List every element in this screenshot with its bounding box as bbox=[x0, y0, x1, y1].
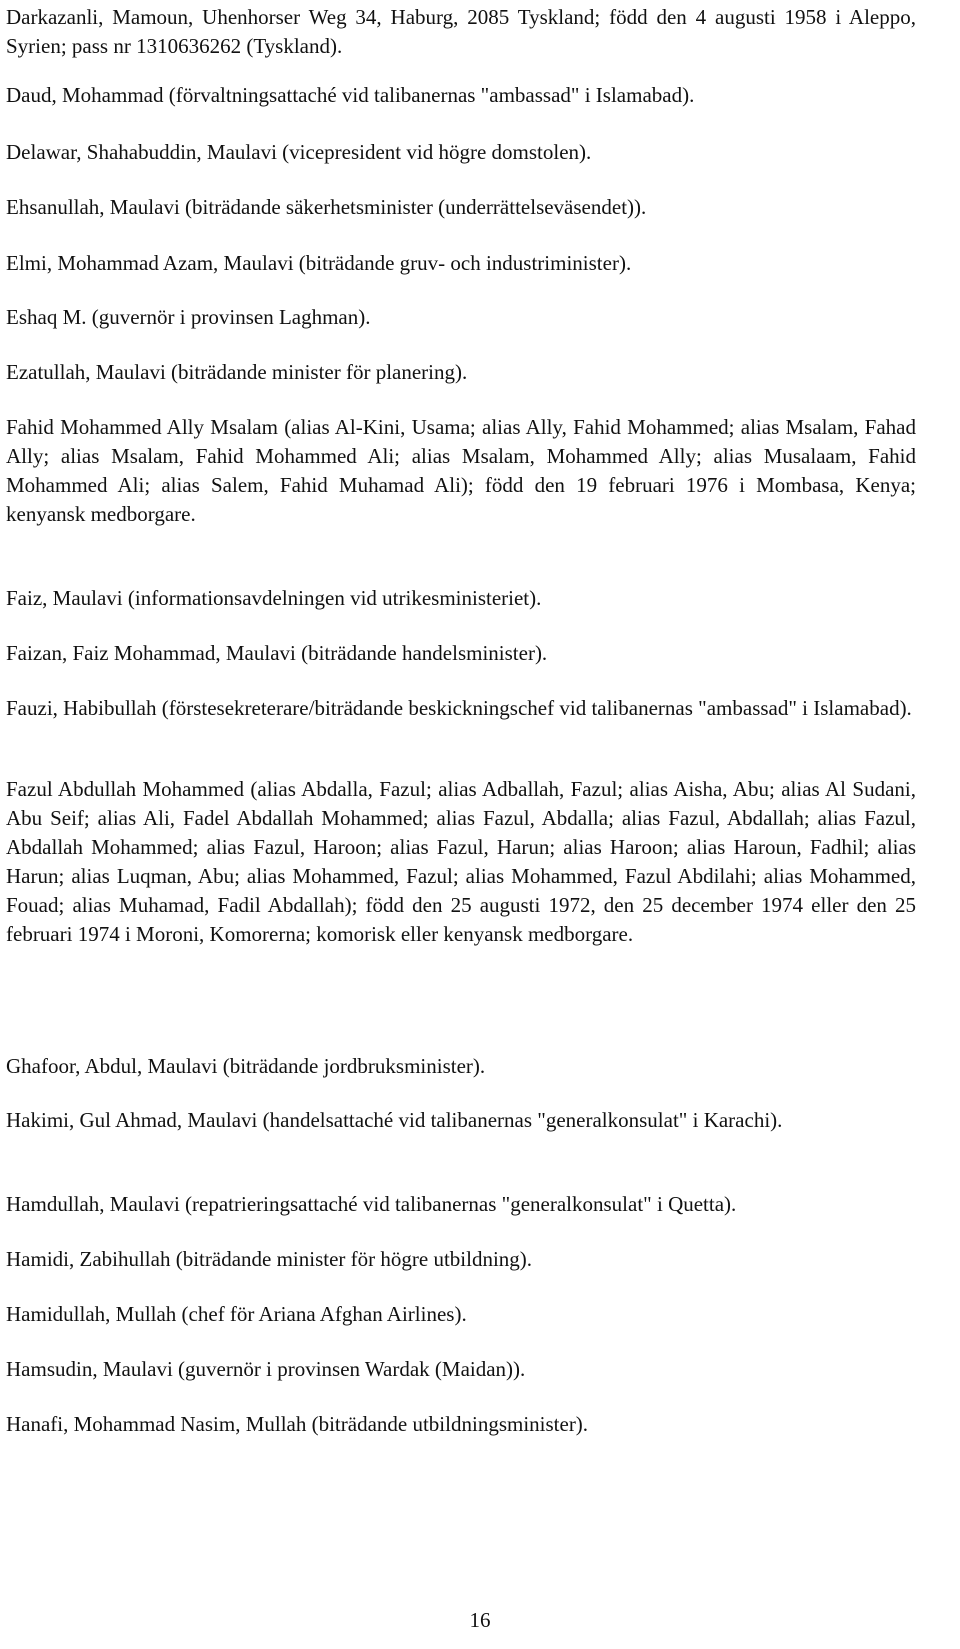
entry-hamsudin: Hamsudin, Maulavi (guvernör i provinsen Wardak (Maidan)). bbox=[6, 1357, 526, 1381]
entry-eshaq: Eshaq M. (guvernör i provinsen Laghman). bbox=[6, 305, 371, 329]
entry-fahid: Fahid Mohammed Ally Msalam (alias Al-Kini, Usama; alias Ally, Fahid Mohammed; alias Msalam, Fahad Ally; alias Msalam, Fahid Mohammed Ali; alias Msalam, Mohammed Ally; alias Musalaam, Fahid Mohammed Ali; alias Salem, Fahid Muhamad Ali); född den 19 februari 1976 i Mombasa, Kenya; kenyansk medborgare. bbox=[6, 415, 916, 526]
entry-ehsanullah: Ehsanullah, Maulavi (biträdande säkerhetsminister (underrättelseväsendet)). bbox=[6, 195, 647, 219]
entry-delawar: Delawar, Shahabuddin, Maulavi (vicepresident vid högre domstolen). bbox=[6, 140, 592, 164]
entry-ezatullah: Ezatullah, Maulavi (biträdande minister för planering). bbox=[6, 360, 468, 384]
entry-darkazanli: Darkazanli, Mamoun, Uhenhorser Weg 34, Haburg, 2085 Tyskland; född den 4 augusti 1958 i Aleppo, Syrien; pass nr 1310636262 (Tyskland). bbox=[6, 5, 916, 58]
entry-hanafi: Hanafi, Mohammad Nasim, Mullah (biträdande utbildningsminister). bbox=[6, 1412, 589, 1436]
entry-faizan: Faizan, Faiz Mohammad, Maulavi (biträdande handelsminister). bbox=[6, 641, 548, 665]
entry-ghafoor: Ghafoor, Abdul, Maulavi (biträdande jordbruksminister). bbox=[6, 1054, 486, 1078]
entry-hamdullah: Hamdullah, Maulavi (repatrieringsattaché vid talibanernas "generalkonsulat" i Quetta). bbox=[6, 1192, 737, 1216]
entry-daud: Daud, Mohammad (förvaltningsattaché vid talibanernas "ambassad" i Islamabad). bbox=[6, 83, 695, 107]
entry-fazul: Fazul Abdullah Mohammed (alias Abdalla, Fazul; alias Adballah, Fazul; alias Aisha, Abu; alias Al Sudani, Abu Seif; alias Ali, Fadel Abdallah Mohammed; alias Fazul, Abdalla; alias Fazul, Abdallah; alias Fazul, Abdallah Mohammed; alias Fazul, Haroon; alias Fazul, Harun; alias Haroon; alias Haroun, Fadhil; alias Harun; alias Luqman, Abu; alias Mohammed, Fazul; alias Mohammed, Fazul Abdilahi; alias Mohammed, Fouad; alias Muhamad, Fadil Abdallah); född den 25 augusti 1972, den 25 december 1974 eller den 25 februari 1974 i Moroni, Komorerna; komorisk eller kenyansk medborgare. bbox=[6, 777, 916, 946]
page-number: 16 bbox=[469, 1608, 491, 1632]
entry-hakimi: Hakimi, Gul Ahmad, Maulavi (handelsattaché vid talibanernas "generalkonsulat" i Karachi). bbox=[6, 1108, 783, 1132]
entry-elmi: Elmi, Mohammad Azam, Maulavi (biträdande gruv- och industriminister). bbox=[6, 251, 632, 275]
entry-hamidullah: Hamidullah, Mullah (chef för Ariana Afghan Airlines). bbox=[6, 1302, 467, 1326]
entry-faiz: Faiz, Maulavi (informationsavdelningen vid utrikesministeriet). bbox=[6, 586, 542, 610]
entry-fauzi: Fauzi, Habibullah (förstesekreterare/biträdande beskickningschef vid talibanernas "ambassad" i Islamabad). bbox=[6, 696, 912, 720]
entry-hamidi: Hamidi, Zabihullah (biträdande minister för högre utbildning). bbox=[6, 1247, 533, 1271]
